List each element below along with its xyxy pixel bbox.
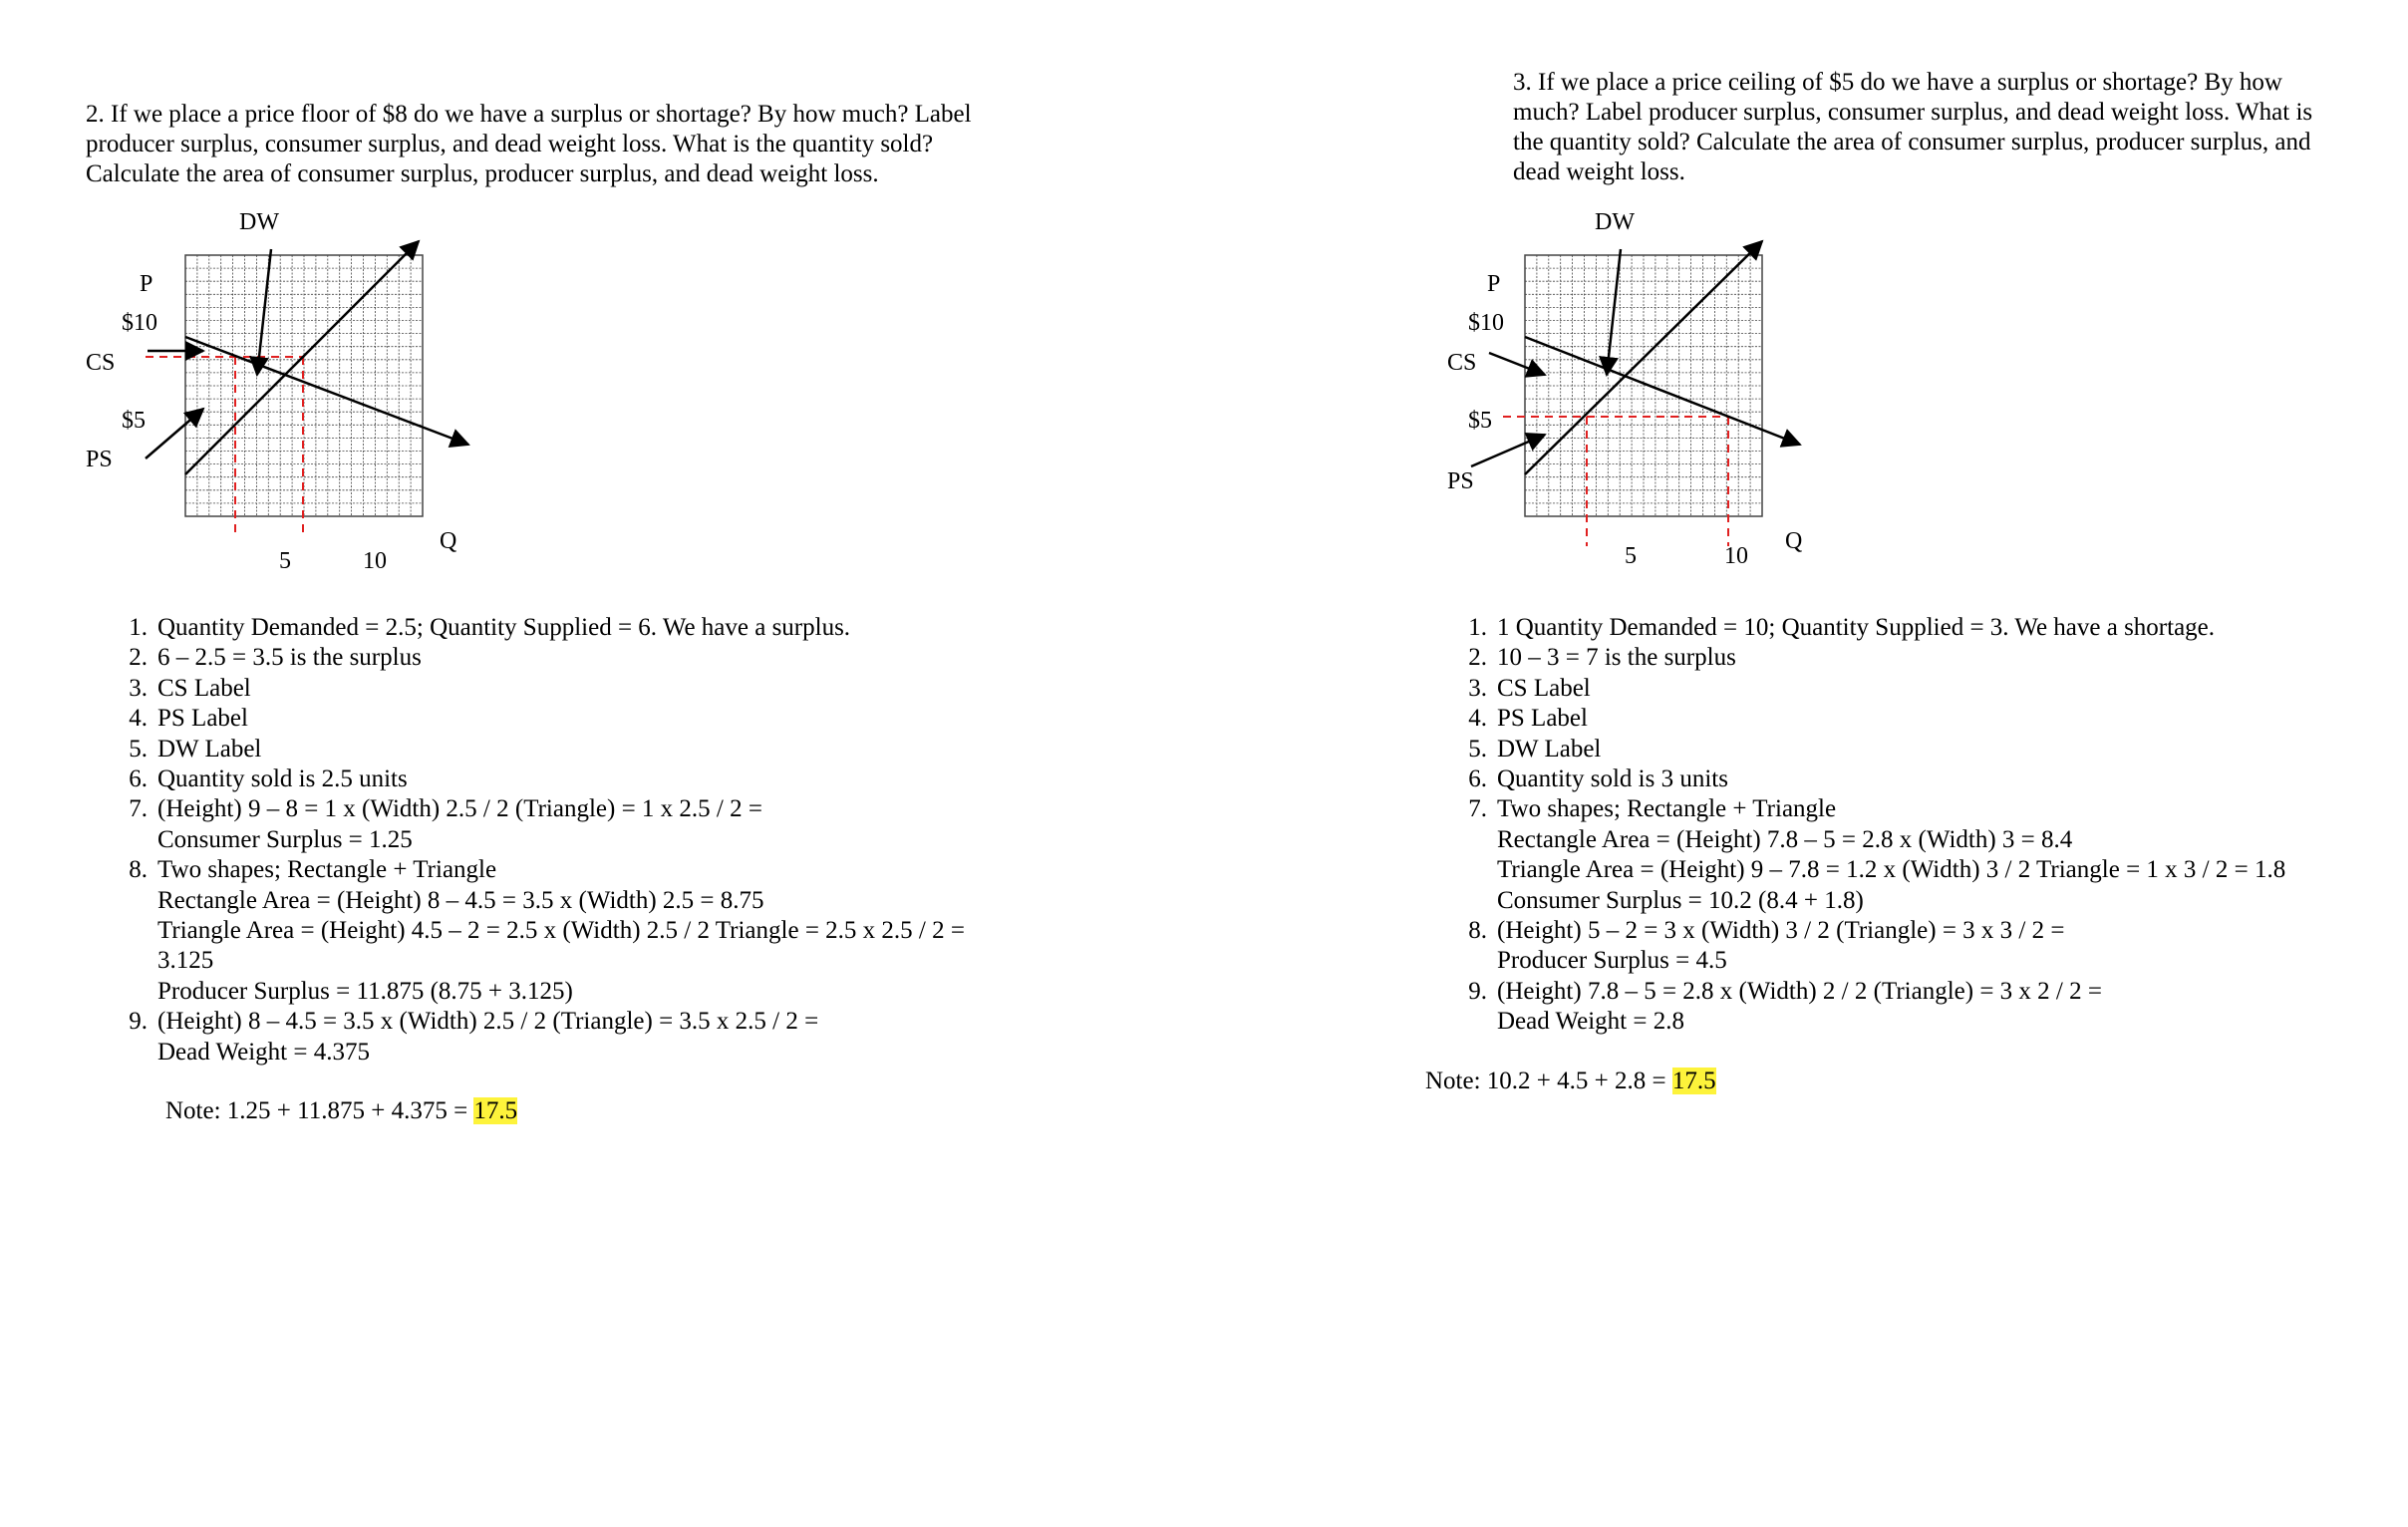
answer-item bbox=[1457, 916, 2285, 977]
answer-number: 6. bbox=[1468, 765, 1487, 793]
left-p-label: P bbox=[140, 271, 153, 297]
answer-number: 2. bbox=[1468, 644, 1487, 672]
answer-line: (Height) 5 – 2 = 3 x (Width) 3 / 2 (Triangle) = 3 x 3 / 2 = bbox=[1497, 917, 2065, 945]
right-p5-label: $5 bbox=[1468, 408, 1492, 434]
right-demand-line bbox=[1525, 337, 1800, 445]
answer-number: 8. bbox=[129, 856, 148, 884]
answer-line: PS Label bbox=[1497, 705, 1588, 733]
right-note bbox=[1425, 1067, 1716, 1096]
right-p10-label: $10 bbox=[1468, 310, 1504, 336]
left-q5-label: 5 bbox=[279, 548, 291, 574]
right-q5-label: 5 bbox=[1625, 543, 1637, 569]
answer-item bbox=[118, 704, 965, 734]
answer-line: (Height) 8 – 4.5 = 3.5 x (Width) 2.5 / 2 (Triangle) = 3.5 x 2.5 / 2 = bbox=[157, 1008, 819, 1036]
answer-item bbox=[1457, 794, 2285, 916]
right-question: 3. If we place a price ceiling of $5 do we have a surplus or shortage? By how much? Label producer surplus, consumer surplus, and dead weight loss. What is the quantity sold? Calculate the area of consumer surplus, producer surplus, and dead weight loss. bbox=[1513, 69, 2313, 185]
answer-item bbox=[118, 764, 965, 794]
answer-item bbox=[1457, 674, 2285, 704]
answer-number: 6. bbox=[129, 765, 148, 793]
answer-line: Two shapes; Rectangle + Triangle bbox=[1497, 795, 1837, 823]
answer-number: 5. bbox=[129, 735, 148, 763]
left-p10-label: $10 bbox=[122, 310, 157, 336]
left-demand-line bbox=[185, 337, 468, 445]
left-note-total: 17.5 bbox=[473, 1097, 518, 1124]
answer-item bbox=[118, 794, 965, 855]
answer-number: 1. bbox=[1468, 614, 1487, 641]
right-cs-label: CS bbox=[1447, 350, 1477, 376]
answer-line: Rectangle Area = (Height) 8 – 4.5 = 3.5 x (Width) 2.5 = 8.75 bbox=[157, 886, 764, 914]
answer-line: Two shapes; Rectangle + Triangle bbox=[157, 856, 497, 884]
answer-line: CS Label bbox=[1497, 674, 1591, 702]
left-note-text: Note: 1.25 + 11.875 + 4.375 = bbox=[165, 1097, 474, 1124]
answer-line: (Height) 7.8 – 5 = 2.8 x (Width) 2 / 2 (Triangle) = 3 x 2 / 2 = bbox=[1497, 977, 2102, 1005]
answer-number: 8. bbox=[1468, 917, 1487, 945]
answer-item bbox=[1457, 735, 2285, 764]
right-grid bbox=[1525, 255, 1762, 516]
right-dw-label: DW bbox=[1595, 209, 1635, 235]
answer-line: 1 Quantity Demanded = 10; Quantity Supplied = 3. We have a shortage. bbox=[1497, 614, 2216, 641]
right-note-text: Note: 10.2 + 4.5 + 2.8 = bbox=[1425, 1068, 1672, 1094]
right-answer-list bbox=[1457, 613, 2285, 1038]
left-p5-label: $5 bbox=[122, 408, 146, 434]
answer-line: 6 – 2.5 = 3.5 is the surplus bbox=[157, 644, 422, 672]
answer-item bbox=[118, 674, 965, 704]
answer-line: Consumer Surplus = 1.25 bbox=[157, 825, 413, 853]
answer-line: PS Label bbox=[157, 705, 248, 733]
answer-line: DW Label bbox=[1497, 735, 1602, 763]
answer-number: 5. bbox=[1468, 735, 1487, 763]
answer-line: Triangle Area = (Height) 4.5 – 2 = 2.5 x (Width) 2.5 / 2 Triangle = 2.5 x 2.5 / 2 = bbox=[157, 917, 965, 945]
right-ps-label: PS bbox=[1447, 468, 1474, 494]
answer-item bbox=[118, 855, 965, 1007]
answer-line: CS Label bbox=[157, 674, 251, 702]
answer-line: 3.125 bbox=[157, 947, 214, 975]
answer-number: 1. bbox=[129, 614, 148, 641]
answer-number: 4. bbox=[1468, 705, 1487, 733]
left-dw-label: DW bbox=[239, 209, 279, 235]
answer-item bbox=[118, 643, 965, 673]
answer-line: DW Label bbox=[157, 735, 262, 763]
answer-line: Dead Weight = 4.375 bbox=[157, 1038, 370, 1066]
right-ps-arrow bbox=[1471, 435, 1545, 466]
answer-number: 9. bbox=[129, 1008, 148, 1036]
answer-number: 4. bbox=[129, 705, 148, 733]
left-question: 2. If we place a price floor of $8 do we have a surplus or shortage? By how much? Label producer surplus, consumer surplus, and dead weight loss. What is the quantity sold? Calculate the area of consumer surplus, producer surplus, and dead weight loss. bbox=[86, 101, 972, 187]
answer-item bbox=[118, 735, 965, 764]
answer-number: 7. bbox=[129, 795, 148, 823]
answer-line: Producer Surplus = 11.875 (8.75 + 3.125) bbox=[157, 977, 573, 1005]
answer-line: Quantity sold is 3 units bbox=[1497, 765, 1728, 793]
answer-item bbox=[1457, 764, 2285, 794]
left-q-label: Q bbox=[440, 528, 457, 554]
left-q10-label: 10 bbox=[363, 548, 387, 574]
left-note bbox=[165, 1096, 517, 1126]
answer-line: Producer Surplus = 4.5 bbox=[1497, 947, 1727, 975]
right-supply-demand-graph bbox=[1346, 0, 1844, 598]
right-p-label: P bbox=[1487, 271, 1501, 297]
answer-number: 3. bbox=[129, 674, 148, 702]
left-supply-demand-graph bbox=[0, 0, 598, 598]
answer-line: Rectangle Area = (Height) 7.8 – 5 = 2.8 x (Width) 3 = 8.4 bbox=[1497, 825, 2073, 853]
answer-number: 9. bbox=[1468, 977, 1487, 1005]
answer-item bbox=[1457, 613, 2285, 643]
answer-number: 7. bbox=[1468, 795, 1487, 823]
answer-item bbox=[118, 613, 965, 643]
answer-line: Consumer Surplus = 10.2 (8.4 + 1.8) bbox=[1497, 886, 1864, 914]
answer-number: 2. bbox=[129, 644, 148, 672]
right-q-label: Q bbox=[1785, 528, 1803, 554]
right-note-total: 17.5 bbox=[1671, 1068, 1716, 1094]
answer-item bbox=[1457, 977, 2285, 1038]
answer-item bbox=[1457, 704, 2285, 734]
left-ps-arrow bbox=[146, 409, 203, 458]
left-cs-label: CS bbox=[86, 350, 116, 376]
answer-line: Dead Weight = 2.8 bbox=[1497, 1008, 1684, 1036]
left-answer-list bbox=[118, 613, 965, 1068]
answer-line: (Height) 9 – 8 = 1 x (Width) 2.5 / 2 (Triangle) = 1 x 2.5 / 2 = bbox=[157, 795, 762, 823]
answer-line: Quantity Demanded = 2.5; Quantity Supplied = 6. We have a surplus. bbox=[157, 614, 851, 641]
answer-line: 10 – 3 = 7 is the surplus bbox=[1497, 644, 1736, 672]
right-q10-label: 10 bbox=[1724, 543, 1748, 569]
answer-number: 3. bbox=[1468, 674, 1487, 702]
answer-item bbox=[118, 1007, 965, 1068]
answer-line: Quantity sold is 2.5 units bbox=[157, 765, 408, 793]
left-ps-label: PS bbox=[86, 447, 113, 472]
answer-item bbox=[1457, 643, 2285, 673]
answer-line: Triangle Area = (Height) 9 – 7.8 = 1.2 x (Width) 3 / 2 Triangle = 1 x 3 / 2 = 1.8 bbox=[1497, 856, 2286, 884]
